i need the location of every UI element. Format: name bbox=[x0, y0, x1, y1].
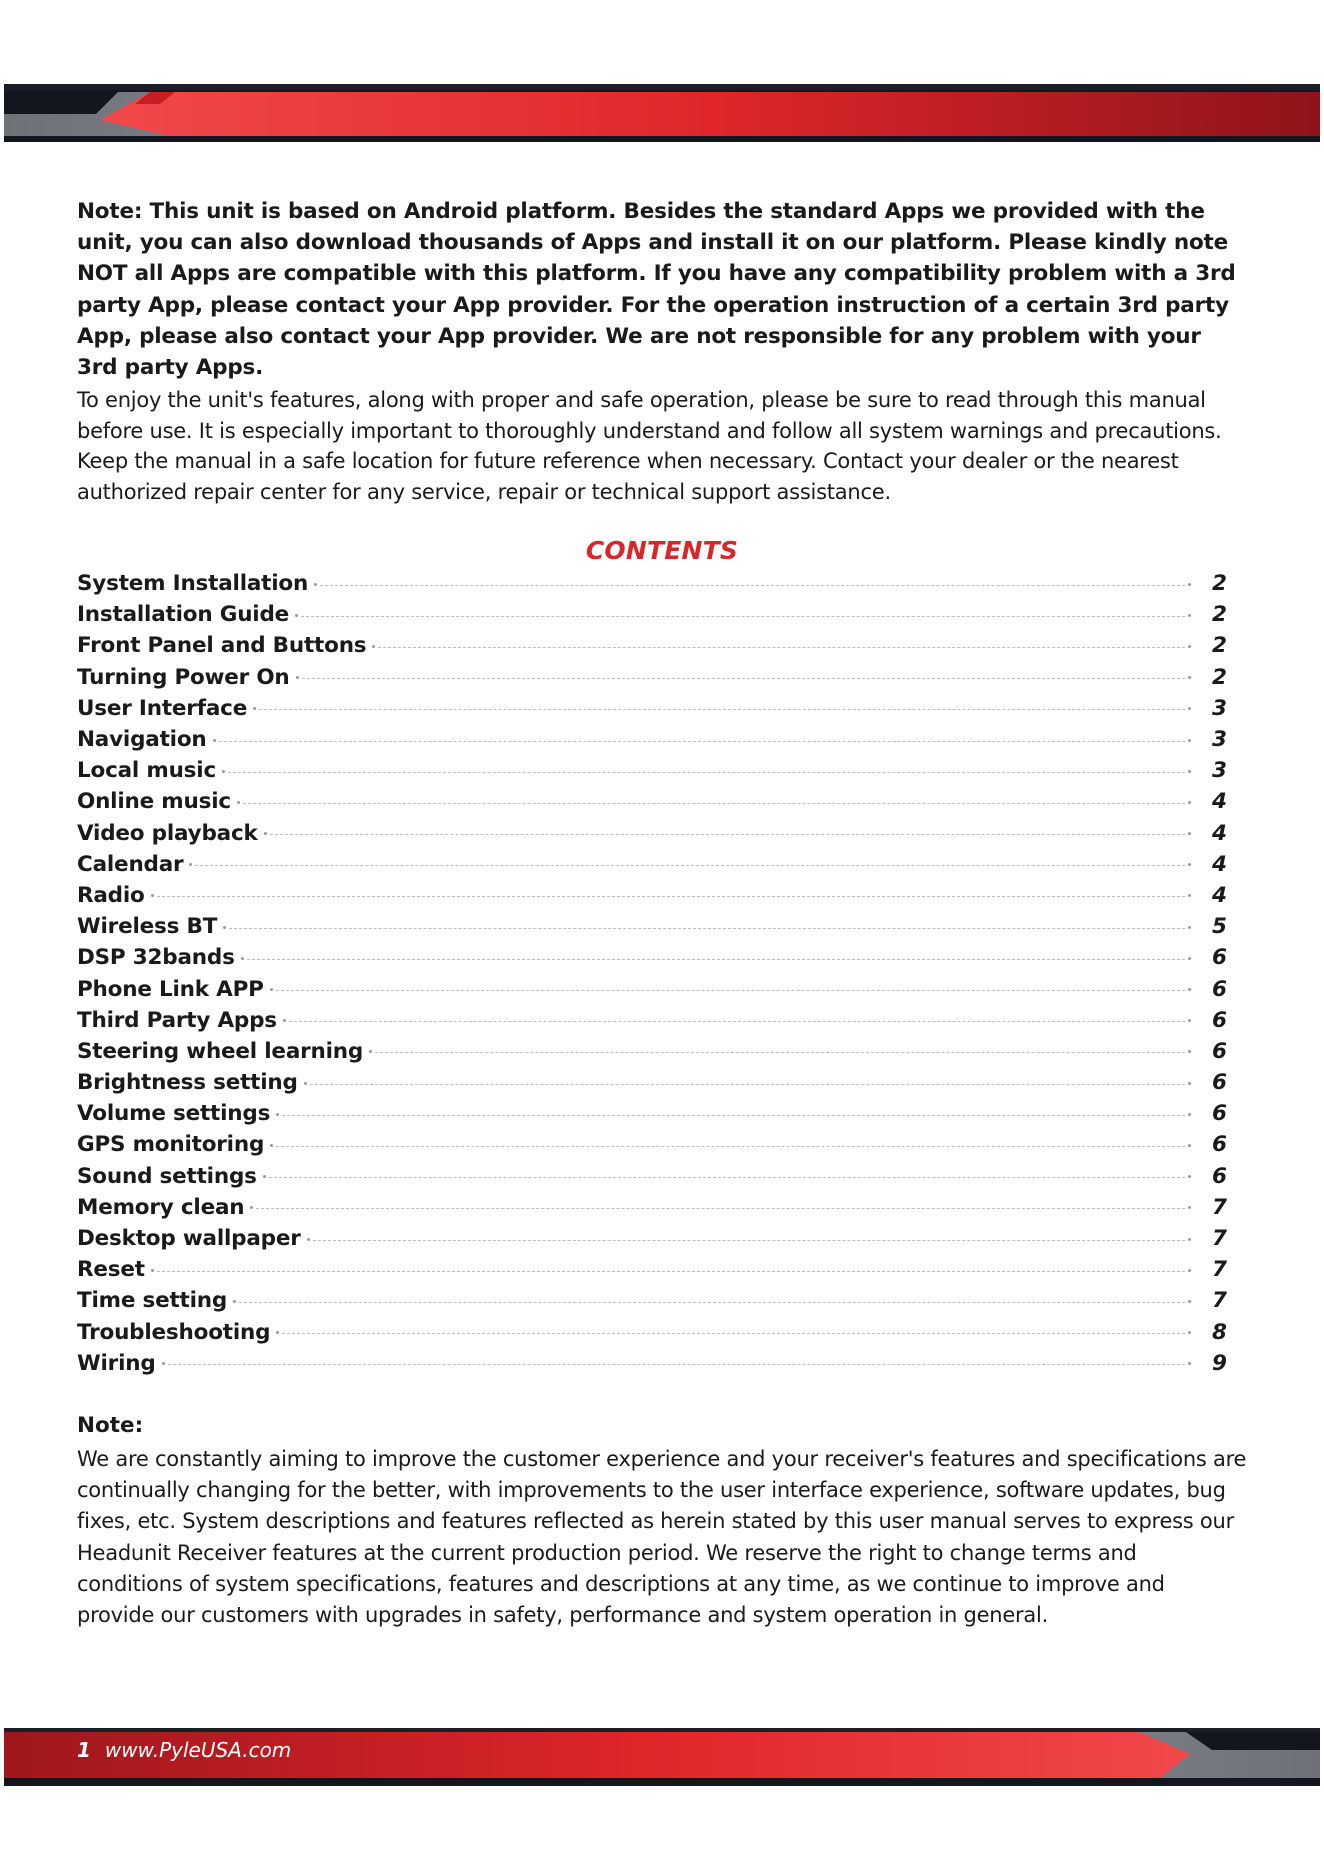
toc-entry-page: 8 bbox=[1212, 1319, 1227, 1345]
footer bbox=[77, 1738, 291, 1762]
toc-entry[interactable] bbox=[77, 599, 1227, 630]
note-heading: Note: bbox=[77, 1413, 144, 1438]
toc-entry[interactable] bbox=[77, 1348, 1227, 1379]
toc-entry-label: Memory clean bbox=[77, 1194, 245, 1220]
toc-entry-page: 4 bbox=[1212, 882, 1227, 908]
toc-dot-leader bbox=[157, 1271, 1185, 1272]
toc-dot-leader bbox=[310, 1084, 1185, 1085]
toc-entry-label: Sound settings bbox=[77, 1163, 257, 1189]
toc-entry-page: 7 bbox=[1212, 1226, 1227, 1252]
note-label: Note: bbox=[77, 199, 143, 224]
toc-entry[interactable] bbox=[77, 1254, 1227, 1285]
toc-dot-leader bbox=[375, 1052, 1185, 1053]
toc-entry-page: 7 bbox=[1212, 1194, 1227, 1220]
toc-entry-page: 6 bbox=[1212, 976, 1227, 1002]
toc-entry-page: 2 bbox=[1212, 664, 1227, 690]
toc-entry-page: 4 bbox=[1212, 851, 1227, 877]
toc-entry[interactable] bbox=[77, 849, 1227, 880]
toc-dot-leader bbox=[289, 1021, 1185, 1022]
contents-title: CONTENTS bbox=[585, 536, 739, 565]
toc-entry[interactable] bbox=[77, 1005, 1227, 1036]
toc-entry[interactable] bbox=[77, 911, 1227, 942]
toc-entry-label: Third Party Apps bbox=[77, 1007, 277, 1033]
toc-entry-label: Calendar bbox=[77, 851, 184, 877]
toc-dot-leader bbox=[256, 1208, 1185, 1209]
compatibility-note bbox=[77, 196, 1247, 383]
toc-entry-label: Wiring bbox=[77, 1350, 156, 1376]
toc-entry-label: Reset bbox=[77, 1257, 145, 1283]
toc-entry[interactable] bbox=[77, 568, 1227, 599]
toc-entry-page: 4 bbox=[1212, 789, 1227, 815]
toc-entry[interactable] bbox=[77, 1223, 1227, 1254]
toc-dot-leader bbox=[313, 1240, 1185, 1241]
toc-entry[interactable] bbox=[77, 1192, 1227, 1223]
toc-entry-page: 3 bbox=[1212, 758, 1227, 784]
toc-entry[interactable] bbox=[77, 662, 1227, 693]
toc-entry-label: Local music bbox=[77, 758, 216, 784]
toc-entry-page: 9 bbox=[1212, 1350, 1227, 1376]
toc-entry[interactable] bbox=[77, 693, 1227, 724]
toc-entry-label: Radio bbox=[77, 882, 145, 908]
toc-dot-leader bbox=[168, 1364, 1185, 1365]
toc-dot-leader bbox=[282, 1333, 1185, 1334]
toc-entry[interactable] bbox=[77, 755, 1227, 786]
toc-dot-leader bbox=[270, 834, 1185, 835]
toc-dot-leader bbox=[243, 803, 1185, 804]
toc-entry[interactable] bbox=[77, 786, 1227, 817]
toc-dot-leader bbox=[378, 647, 1185, 648]
toc-entry-label: Navigation bbox=[77, 727, 207, 753]
toc-entry[interactable] bbox=[77, 630, 1227, 661]
toc-entry-page: 4 bbox=[1212, 820, 1227, 846]
toc-entry-label: DSP 32bands bbox=[77, 945, 235, 971]
toc-dot-leader bbox=[219, 741, 1185, 742]
toc-entry[interactable] bbox=[77, 724, 1227, 755]
toc-entry[interactable] bbox=[77, 1161, 1227, 1192]
toc-entry-label: Installation Guide bbox=[77, 602, 290, 628]
toc-entry-page: 6 bbox=[1212, 1070, 1227, 1096]
note-text: This unit is based on Android platform. Besides the standard Apps we provided with the unit, you can also download thousands of Apps and install it on our platform. Please kindly note NOT all Apps are compatible with this platform. If you have any compatibility problem with a 3rd party App, please contact your App provider. For the operation instruction of a certain 3rd party App, please also contact your App provider. We are not responsible for any problem with your 3rd party Apps. bbox=[77, 199, 1236, 381]
toc-entry[interactable] bbox=[77, 818, 1227, 849]
toc-entry-page: 6 bbox=[1212, 1163, 1227, 1189]
toc-entry-page: 6 bbox=[1212, 1132, 1227, 1158]
toc-entry-label: Video playback bbox=[77, 820, 258, 846]
toc-entry-page: 3 bbox=[1212, 695, 1227, 721]
toc-entry-page: 7 bbox=[1212, 1288, 1227, 1314]
disclaimer-paragraph: We are constantly aiming to improve the customer experience and your receiver's features and specifications are continually changing for the better, with improvements to the user interface experience, software updates, bug fixes, etc. System descriptions and features reflected as herein stated by this user manual serves to express our Headunit Receiver features at the current production period. We reserve the right to change terms and conditions of system specifications, features and descriptions at any time, as we continue to improve and provide our customers with upgrades in safety, performance and system operation in general. bbox=[77, 1447, 1247, 1628]
toc-entry-label: Front Panel and Buttons bbox=[77, 633, 367, 659]
toc-entry[interactable] bbox=[77, 1098, 1227, 1129]
toc-entry-page: 6 bbox=[1212, 1038, 1227, 1064]
toc-dot-leader bbox=[269, 1177, 1185, 1178]
toc-dot-leader bbox=[229, 928, 1185, 929]
toc-dot-leader bbox=[276, 990, 1185, 991]
toc-dot-leader bbox=[276, 1146, 1185, 1147]
toc-entry-label: Wireless BT bbox=[77, 914, 218, 940]
toc-entry-label: GPS monitoring bbox=[77, 1132, 265, 1158]
toc-entry-page: 6 bbox=[1212, 1007, 1227, 1033]
toc-entry[interactable] bbox=[77, 1067, 1227, 1098]
toc-entry[interactable] bbox=[77, 942, 1227, 973]
intro-paragraph: To enjoy the unit's features, along with proper and safe operation, please be sure to read through this manual before use. It is especially important to thoroughly understand and follow all system warnings and precautions. Keep the manual in a safe location for future reference when necessary. Contact your dealer or the nearest authorized repair center for any service, repair or technical support assistance. bbox=[77, 388, 1222, 504]
toc-entry-page: 2 bbox=[1212, 602, 1227, 628]
toc-entry-label: System Installation bbox=[77, 571, 309, 597]
website-link[interactable]: www.PyleUSA.com bbox=[104, 1738, 292, 1762]
toc-dot-leader bbox=[259, 709, 1185, 710]
toc-dot-leader bbox=[228, 772, 1185, 773]
toc-entry[interactable] bbox=[77, 1285, 1227, 1316]
toc-entry-label: Time setting bbox=[77, 1288, 228, 1314]
toc-entry-page: 7 bbox=[1212, 1257, 1227, 1283]
toc-entry-label: User Interface bbox=[77, 695, 248, 721]
toc-dot-leader bbox=[282, 1115, 1185, 1116]
toc-entry-label: Troubleshooting bbox=[77, 1319, 271, 1345]
toc-entry[interactable] bbox=[77, 1317, 1227, 1348]
toc-entry-label: Steering wheel learning bbox=[77, 1038, 364, 1064]
toc-entry[interactable] bbox=[77, 880, 1227, 911]
page-number: 1 bbox=[77, 1738, 91, 1762]
toc-entry-label: Brightness setting bbox=[77, 1070, 298, 1096]
toc-entry-page: 6 bbox=[1212, 1101, 1227, 1127]
toc-dot-leader bbox=[301, 616, 1185, 617]
toc-dot-leader bbox=[195, 865, 1185, 866]
toc-entry[interactable] bbox=[77, 1036, 1227, 1067]
toc-entry-page: 6 bbox=[1212, 945, 1227, 971]
toc-dot-leader bbox=[320, 585, 1185, 586]
toc-dot-leader bbox=[239, 1302, 1185, 1303]
toc-entry-page: 3 bbox=[1212, 727, 1227, 753]
toc-entry[interactable] bbox=[77, 973, 1227, 1004]
header-banner bbox=[0, 78, 1324, 148]
toc-entry-label: Phone Link APP bbox=[77, 976, 264, 1002]
toc-entry-page: 5 bbox=[1212, 914, 1227, 940]
toc-dot-leader bbox=[157, 896, 1185, 897]
toc-entry-label: Desktop wallpaper bbox=[77, 1226, 301, 1252]
toc-dot-leader bbox=[302, 678, 1185, 679]
toc-dot-leader bbox=[247, 959, 1185, 960]
toc-entry-page: 2 bbox=[1212, 633, 1227, 659]
table-of-contents bbox=[77, 568, 1227, 1379]
toc-entry-label: Volume settings bbox=[77, 1101, 271, 1127]
toc-entry-label: Turning Power On bbox=[77, 664, 290, 690]
toc-entry[interactable] bbox=[77, 1129, 1227, 1160]
toc-entry-label: Online music bbox=[77, 789, 231, 815]
toc-entry-page: 2 bbox=[1212, 571, 1227, 597]
